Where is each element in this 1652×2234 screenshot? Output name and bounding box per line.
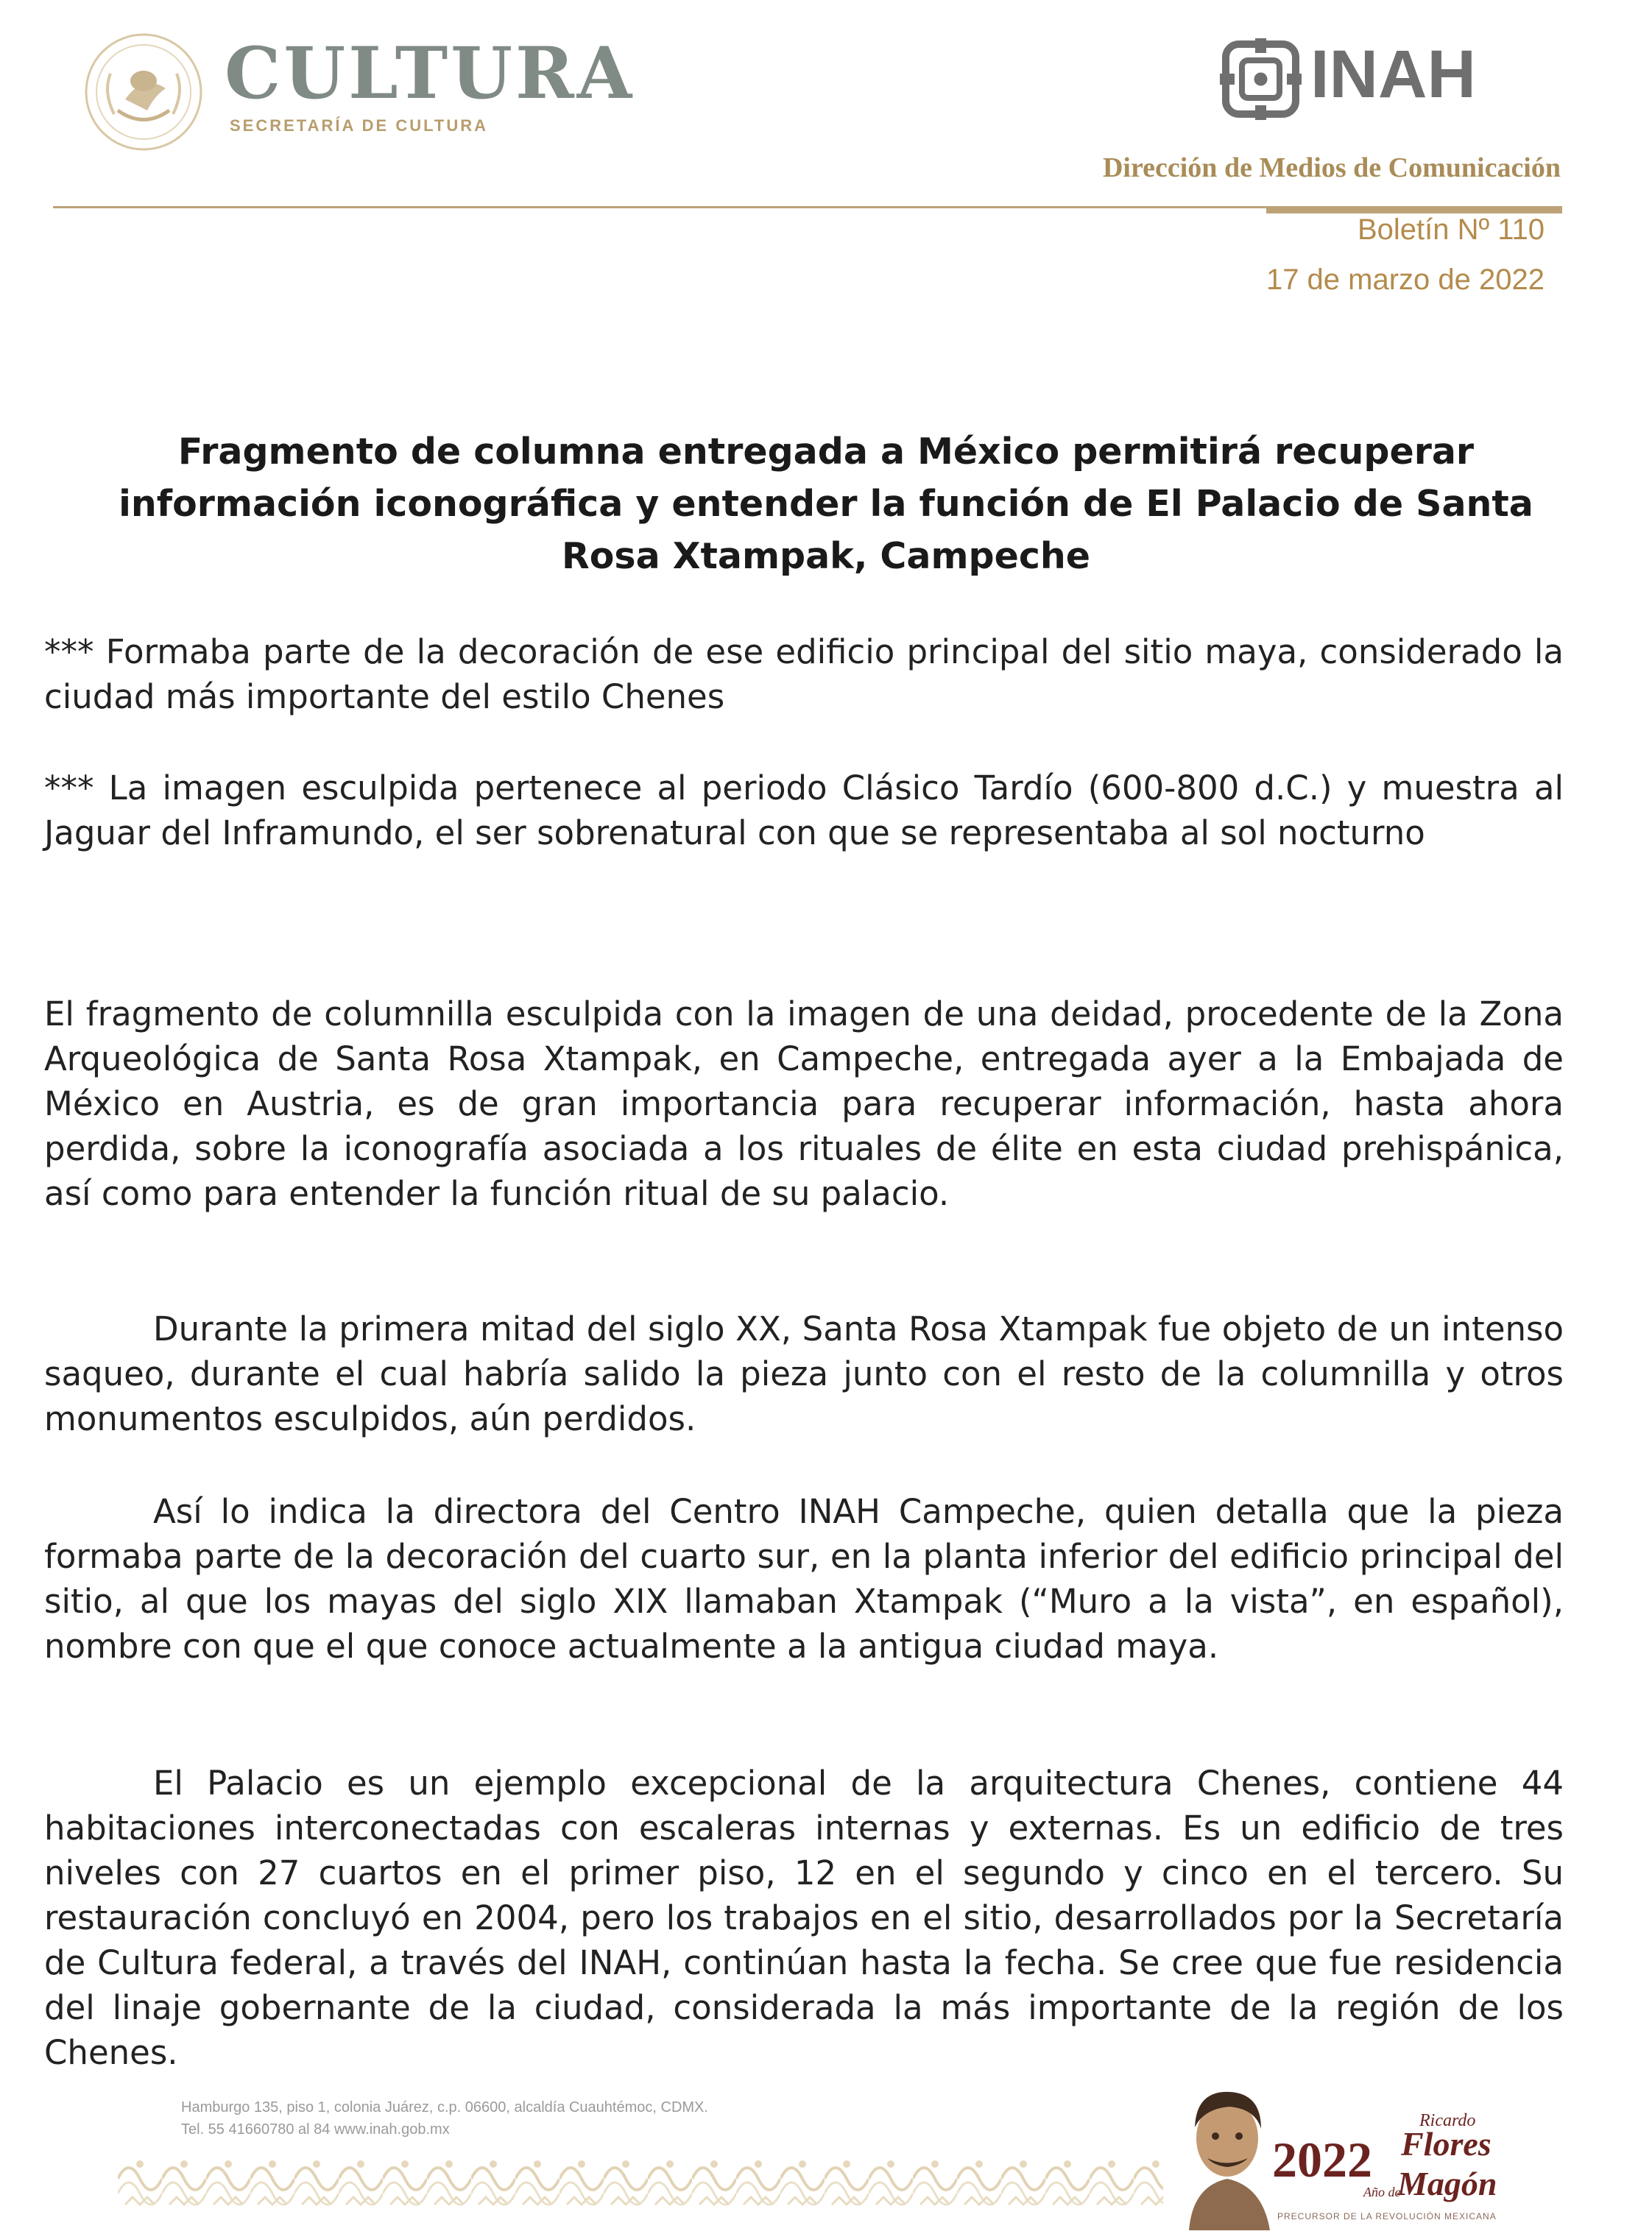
body-paragraph-1: El fragmento de columnilla esculpida con la imagen de una deidad, procedente de la Zona Arqueológica de Santa Rosa Xtampak, en Campeche, entregada ayer a la Embajada de México en Austria, es de gran importancia para recuperar información, hasta ahora perdida, sobre la iconografía asociada a los rituales de élite en esta ciudad prehispánica, así como para entender la función ritual de su palacio.	[44, 994, 1564, 1213]
ricardo-flores-magon-portrait	[1167, 2076, 1288, 2230]
mexico-coat-of-arms-logo	[74, 29, 213, 155]
body-paragraph-3: Así lo indica la directora del Centro INAH Campeche, quien detalla que la pieza formaba parte de la decoración del cuarto sur, en la planta inferior del edificio principal del sitio, al que los mayas del siglo XIX llamaban Xtampak (“Muro a la vista”, en español), nombre con que el que conoce actualmente a la antigua ciudad maya.	[44, 1492, 1564, 1666]
highlight-2: *** La imagen esculpida pertenece al periodo Clásico Tardío (600-800 d.C.) y muestra al Jaguar del Inframundo, el ser sobrenatural con que se representaba al sol nocturno	[44, 768, 1564, 852]
body-paragraph-4: El Palacio es un ejemplo excepcional de la arquitectura Chenes, contiene 44 habitaciones interconectadas con escaleras internas y externas. Es un edificio de tres niveles con 27 cuartos en el primer piso, 12 en el segundo y cinco en el tercero. Su restauración concluyó en 2004, pero los trabajos en el sitio, desarrollados por la Secretaría de Cultura federal, a través del INAH, continúan hasta la fecha. Se cree que fue residencia del linaje gobernante de la ciudad, considerada la más importante de la región de los Chenes.	[44, 1764, 1564, 2072]
bulletin-number: Boletín Nº 110	[1357, 213, 1545, 246]
footer-address	[181, 2096, 708, 2141]
footer-first-name: Ricardo	[1419, 2111, 1476, 2130]
footer-address-line-1: Hamburgo 135, piso 1, colonia Juárez, c.p. 06600, alcaldía Cuauhtémoc, CDMX.	[181, 2099, 708, 2115]
footer-caption: PRECURSOR DE LA REVOLUCIÓN MEXICANA	[1277, 2211, 1497, 2221]
footer-surname-2: Magón	[1397, 2165, 1497, 2202]
highlight-1: *** Formaba parte de la decoración de ese edificio principal del sitio maya, considerado la ciudad más importante del estilo Chenes	[44, 632, 1564, 716]
header-divider-accent	[1266, 206, 1562, 213]
cultura-wordmark: CULTURA	[225, 32, 635, 115]
footer-decorative-pattern	[118, 2149, 1163, 2208]
cultura-subtitle: SECRETARÍA DE CULTURA	[230, 116, 489, 135]
department-name: Dirección de Medios de Comunicación	[1102, 152, 1561, 183]
footer-year-of: Año de	[1363, 2185, 1401, 2199]
article-title: Fragmento de columna entregada a México permitirá recuperar información iconográfica y entender la función de El Palacio de Santa Rosa Xtampak, Campeche	[119, 431, 1533, 577]
body-paragraph-2: Durante la primera mitad del siglo XX, Santa Rosa Xtampak fue objeto de un intenso saqueo, durante el cual habría salido la pieza junto con el resto de la columnilla y otros monumentos esculpidos, aún perdidos.	[44, 1309, 1564, 1438]
footer-year: 2022	[1272, 2132, 1372, 2188]
inah-wordmark: INAH	[1310, 37, 1476, 112]
footer-address-line-2: Tel. 55 41660780 al 84 www.inah.gob.mx	[181, 2121, 450, 2138]
inah-emblem-icon	[1218, 37, 1303, 121]
bulletin-date: 17 de marzo de 2022	[1266, 264, 1545, 296]
footer-surname-1: Flores	[1401, 2125, 1492, 2163]
